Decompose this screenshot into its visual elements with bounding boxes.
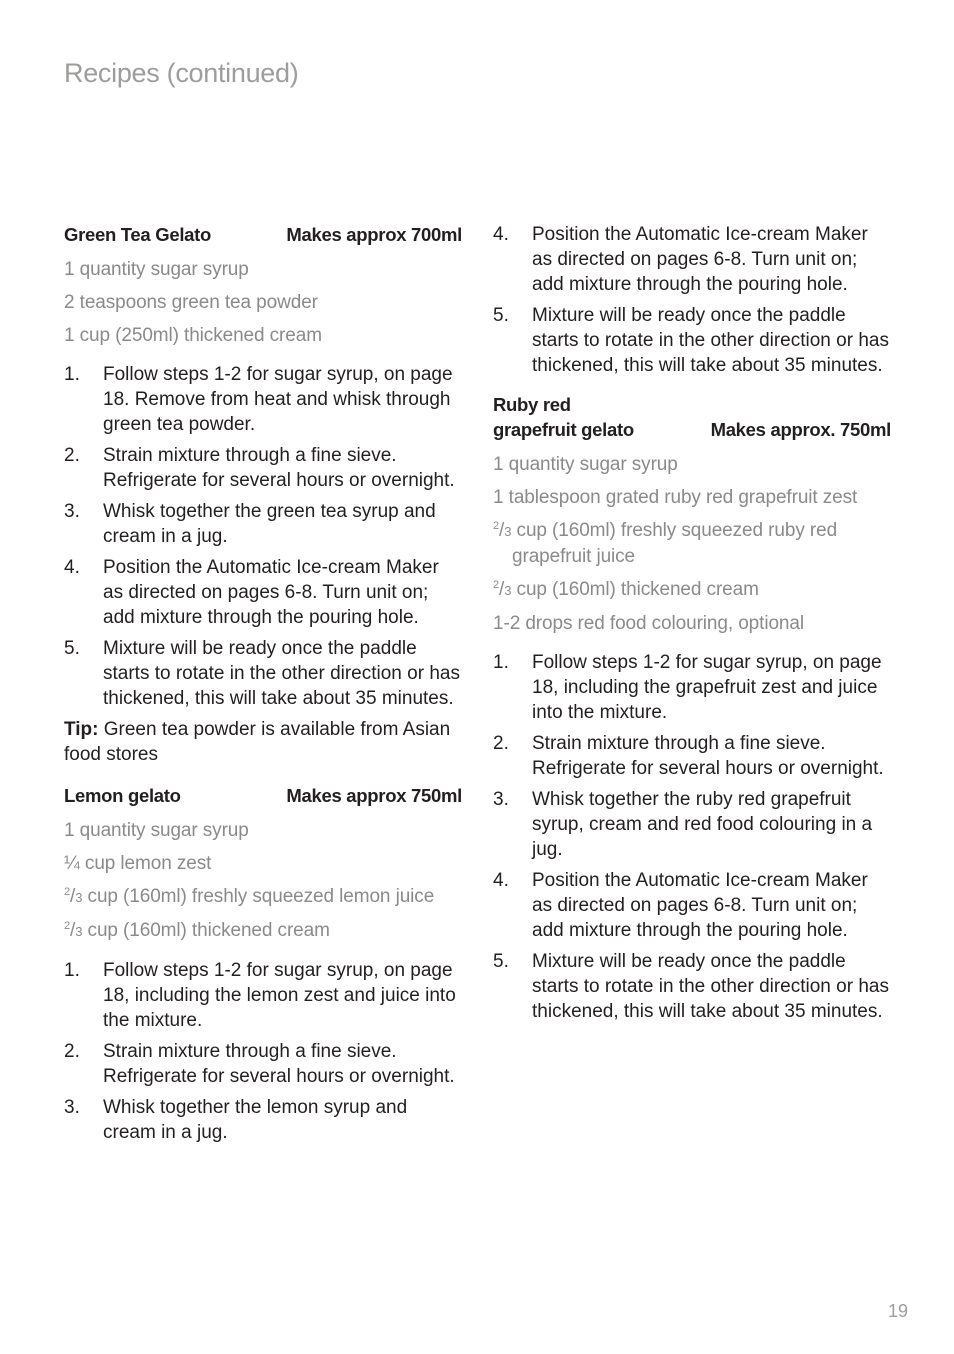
ingredient: 1-2 drops red food colouring, optional <box>493 613 804 634</box>
method-steps <box>64 958 462 1145</box>
step-text: Strain mixture through a fine sieve. Refrigerate for several hours or overnight. <box>103 1041 455 1087</box>
step-text: Position the Automatic Ice-cream Maker as directed on pages 6-8. Turn unit on; add mixture through the pouring hole. <box>103 557 439 628</box>
method-step <box>493 731 891 781</box>
step-number: 1. <box>64 364 80 385</box>
ingredient: $^2$/3 cup (160ml) freshly squeezed ruby red grapefruit juice <box>493 520 838 567</box>
recipe-green-tea-gelato <box>64 222 462 767</box>
step-number: 3. <box>493 789 509 810</box>
method-steps-continued <box>493 222 891 378</box>
fraction: $^2$/3 <box>64 920 83 941</box>
recipe-yield: Makes approx. 750ml <box>710 419 891 440</box>
method-step <box>64 362 462 437</box>
step-number: 1. <box>493 652 509 673</box>
method-step <box>493 650 891 725</box>
step-number: 4. <box>493 870 509 891</box>
ingredient-list <box>493 452 891 636</box>
recipe-header <box>64 222 462 247</box>
right-column <box>493 222 891 1030</box>
ingredient: 1 tablespoon grated ruby red grapefruit zest <box>493 487 858 508</box>
step-number: 5. <box>64 638 80 659</box>
step-number: 3. <box>64 501 80 522</box>
method-step <box>64 443 462 493</box>
method-step <box>64 636 462 711</box>
step-text: Follow steps 1-2 for sugar syrup, on page 18, including the grapefruit zest and juice into the mixture. <box>532 652 882 723</box>
recipe-ruby-red-grapefruit-gelato <box>493 392 891 1024</box>
method-step <box>493 222 891 297</box>
ingredient: 1 cup (250ml) thickened cream <box>64 325 322 346</box>
method-step <box>64 555 462 630</box>
step-number: 4. <box>493 224 509 245</box>
step-number: 2. <box>64 445 80 466</box>
step-number: 5. <box>493 305 509 326</box>
method-steps <box>64 362 462 711</box>
ingredient: $^2$/3 cup (160ml) thickened cream <box>493 579 759 600</box>
step-text: Position the Automatic Ice-cream Maker as directed on pages 6-8. Turn unit on; add mixture through the pouring hole. <box>532 224 868 295</box>
ingredient-list <box>64 257 462 348</box>
method-step <box>64 1095 462 1145</box>
step-text: Mixture will be ready once the paddle starts to rotate in the other direction or has thickened, this will take about 35 minutes. <box>532 305 889 376</box>
step-text: Follow steps 1-2 for sugar syrup, on page 18, including the lemon zest and juice into the mixture. <box>103 960 456 1031</box>
ingredient-list <box>64 818 462 944</box>
step-number: 3. <box>64 1097 80 1118</box>
step-text: Position the Automatic Ice-cream Maker as directed on pages 6-8. Turn unit on; add mixture through the pouring hole. <box>532 870 868 941</box>
recipe-lemon-gelato <box>64 783 462 1145</box>
recipe-yield: Makes approx 750ml <box>286 785 462 806</box>
ingredient: 1 quantity sugar syrup <box>493 454 678 475</box>
tip-note <box>64 717 462 767</box>
fraction: $^2$/3 <box>493 579 512 600</box>
tip-text: Green tea powder is available from Asian food stores <box>64 719 451 765</box>
step-number: 2. <box>493 733 509 754</box>
ingredient: 1 quantity sugar syrup <box>64 259 249 280</box>
method-step <box>493 787 891 862</box>
fraction: $^2$/3 <box>493 520 512 541</box>
method-step <box>64 499 462 549</box>
ingredient: $^2$/3 cup (160ml) thickened cream <box>64 920 330 941</box>
recipe-header <box>493 392 891 442</box>
method-step <box>493 868 891 943</box>
step-text: Follow steps 1-2 for sugar syrup, on page 18. Remove from heat and whisk through green tea powder. <box>103 364 453 435</box>
ingredient: 2 teaspoons green tea powder <box>64 292 318 313</box>
method-step <box>64 1039 462 1089</box>
step-text: Whisk together the ruby red grapefruit syrup, cream and red food colouring in a jug. <box>532 789 873 860</box>
method-step <box>493 303 891 378</box>
recipe-header <box>64 783 462 808</box>
page-number: 19 <box>888 1301 909 1321</box>
step-text: Strain mixture through a fine sieve. Refrigerate for several hours or overnight. <box>103 445 455 491</box>
method-step <box>493 949 891 1024</box>
left-column <box>64 222 462 1151</box>
recipe-name: Ruby red grapefruit gelato <box>493 394 634 440</box>
step-text: Mixture will be ready once the paddle starts to rotate in the other direction or has thickened, this will take about 35 minutes. <box>103 638 460 709</box>
recipe-name: Lemon gelato <box>64 785 181 806</box>
step-text: Strain mixture through a fine sieve. Refrigerate for several hours or overnight. <box>532 733 884 779</box>
method-step <box>64 958 462 1033</box>
ingredient: $^2$/3 cup (160ml) freshly squeezed lemon juice <box>64 886 435 907</box>
step-number: 1. <box>64 960 80 981</box>
tip-label: Tip: <box>64 719 99 740</box>
step-number: 5. <box>493 951 509 972</box>
step-number: 2. <box>64 1041 80 1062</box>
recipe-yield: Makes approx 700ml <box>286 224 462 245</box>
step-text: Whisk together the lemon syrup and cream in a jug. <box>103 1097 408 1143</box>
recipe-name: Green Tea Gelato <box>64 224 212 245</box>
ingredient: ¼ cup lemon zest <box>64 853 212 874</box>
step-text: Mixture will be ready once the paddle starts to rotate in the other direction or has thickened, this will take about 35 minutes. <box>532 951 889 1022</box>
method-steps <box>493 650 891 1024</box>
fraction: $^2$/3 <box>64 886 83 907</box>
step-number: 4. <box>64 557 80 578</box>
page-title: Recipes (continued) <box>64 58 299 88</box>
ingredient: 1 quantity sugar syrup <box>64 820 249 841</box>
step-text: Whisk together the green tea syrup and cream in a jug. <box>103 501 436 547</box>
